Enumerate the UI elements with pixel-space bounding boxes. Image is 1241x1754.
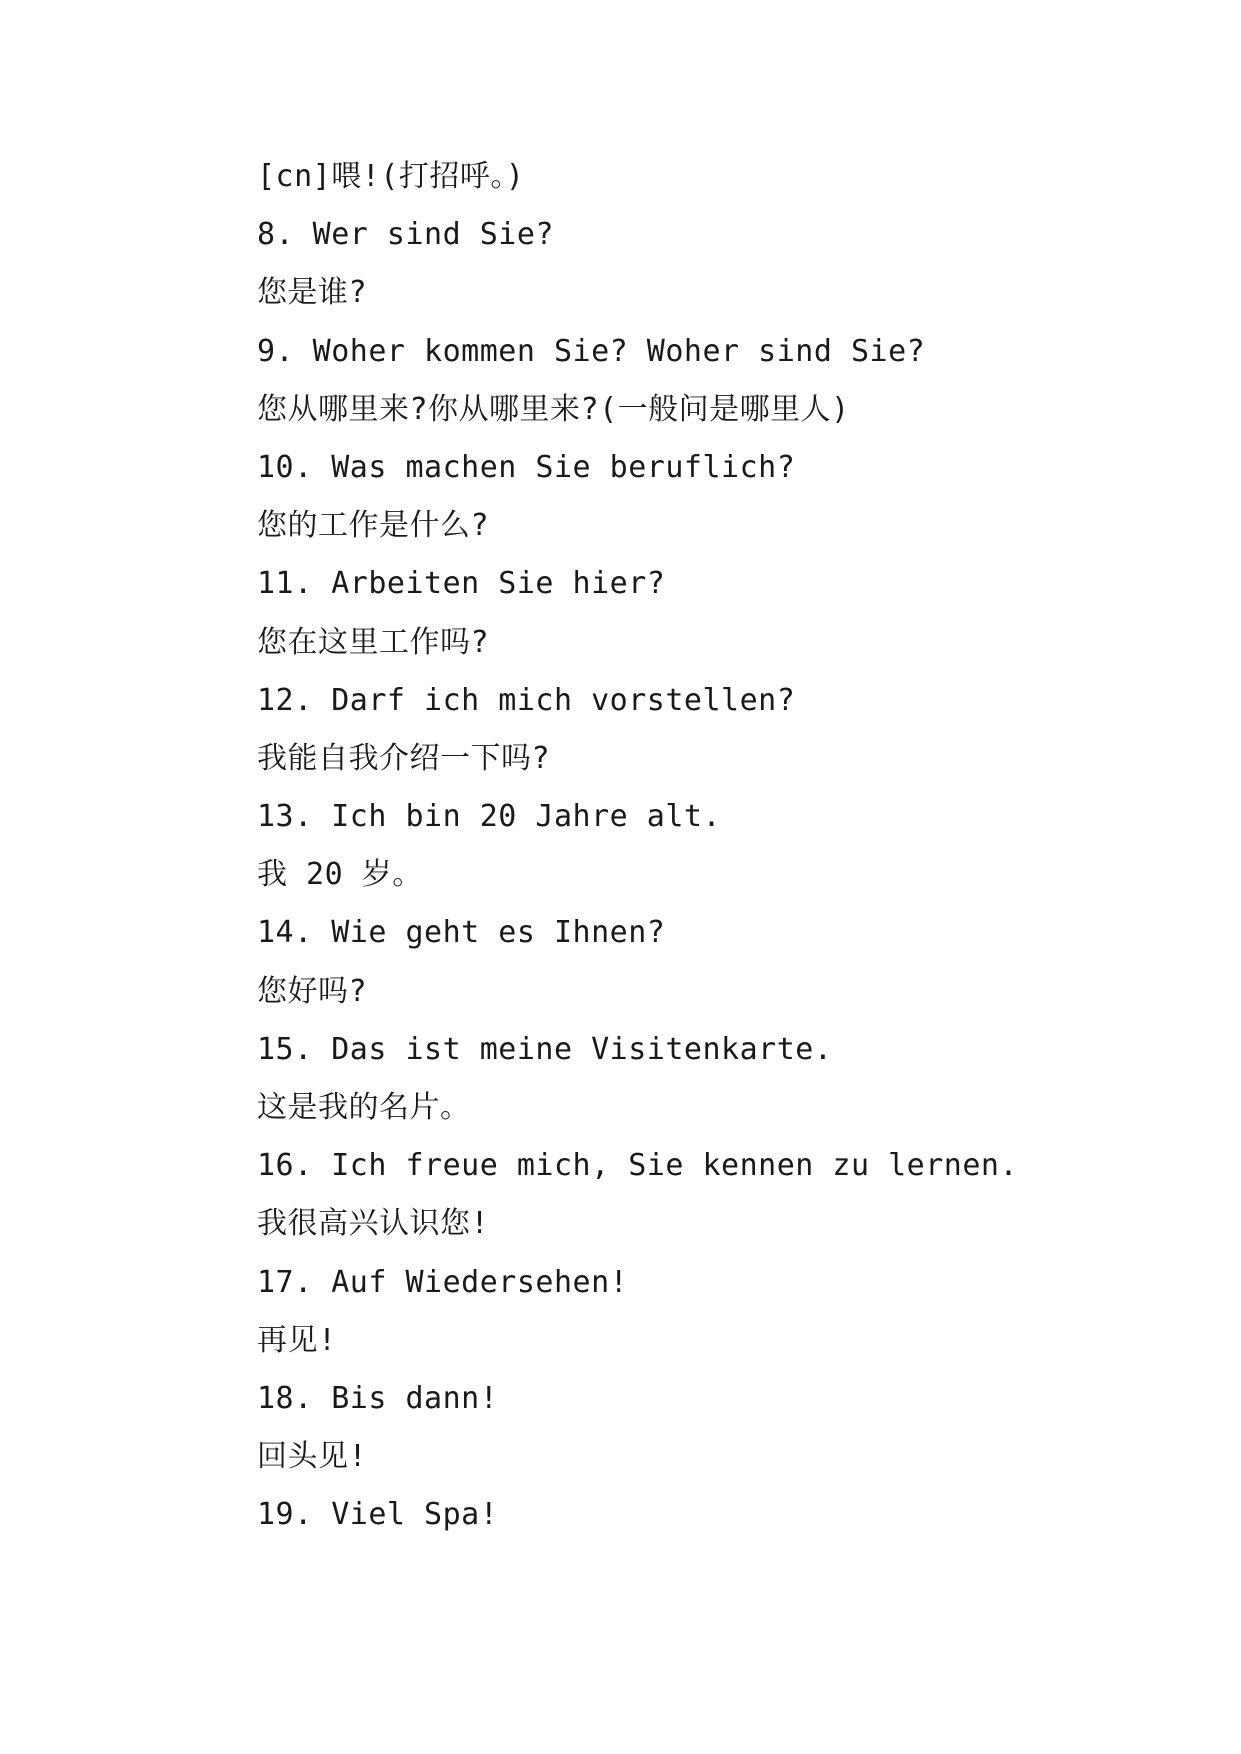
text-line: 您好吗? <box>257 973 368 1009</box>
text-line: 再见! <box>257 1322 337 1358</box>
text-line: 我能自我介绍一下吗? <box>257 740 551 776</box>
text-line: 这是我的名片。 <box>257 1090 471 1125</box>
text-line: 19. Viel Spa! <box>257 1497 499 1533</box>
text-line: [cn]喂!(打招呼。) <box>257 159 525 194</box>
text-line: 您是谁? <box>257 275 368 311</box>
text-line: 回头见! <box>257 1439 368 1475</box>
text-line: 11. Arbeiten Sie hier? <box>257 566 666 602</box>
phrase-list <box>257 160 1157 1557</box>
text-line: 我 20 岁。 <box>257 857 423 893</box>
text-line: 您在这里工作吗? <box>257 624 490 660</box>
text-line: 15. Das ist meine Visitenkarte. <box>257 1031 833 1067</box>
text-line: 13. Ich bin 20 Jahre alt. <box>257 799 722 835</box>
text-line: 您的工作是什么? <box>257 508 490 544</box>
text-line: 18. Bis dann! <box>257 1380 499 1416</box>
text-line: 您从哪里来?你从哪里来?(一般问是哪里人) <box>257 391 850 427</box>
text-line: 16. Ich freue mich, Sie kennen zu lernen. <box>257 1148 1019 1184</box>
text-line: 8. Wer sind Sie? <box>257 217 554 253</box>
text-line: 17. Auf Wiedersehen! <box>257 1264 629 1300</box>
text-line: 我很高兴认识您! <box>257 1206 490 1242</box>
text-line: 10. Was machen Sie beruflich? <box>257 449 796 485</box>
text-line: 9. Woher kommen Sie? Woher sind Sie? <box>257 333 926 369</box>
text-line: 14. Wie geht es Ihnen? <box>257 915 666 951</box>
text-line: 12. Darf ich mich vorstellen? <box>257 682 796 718</box>
